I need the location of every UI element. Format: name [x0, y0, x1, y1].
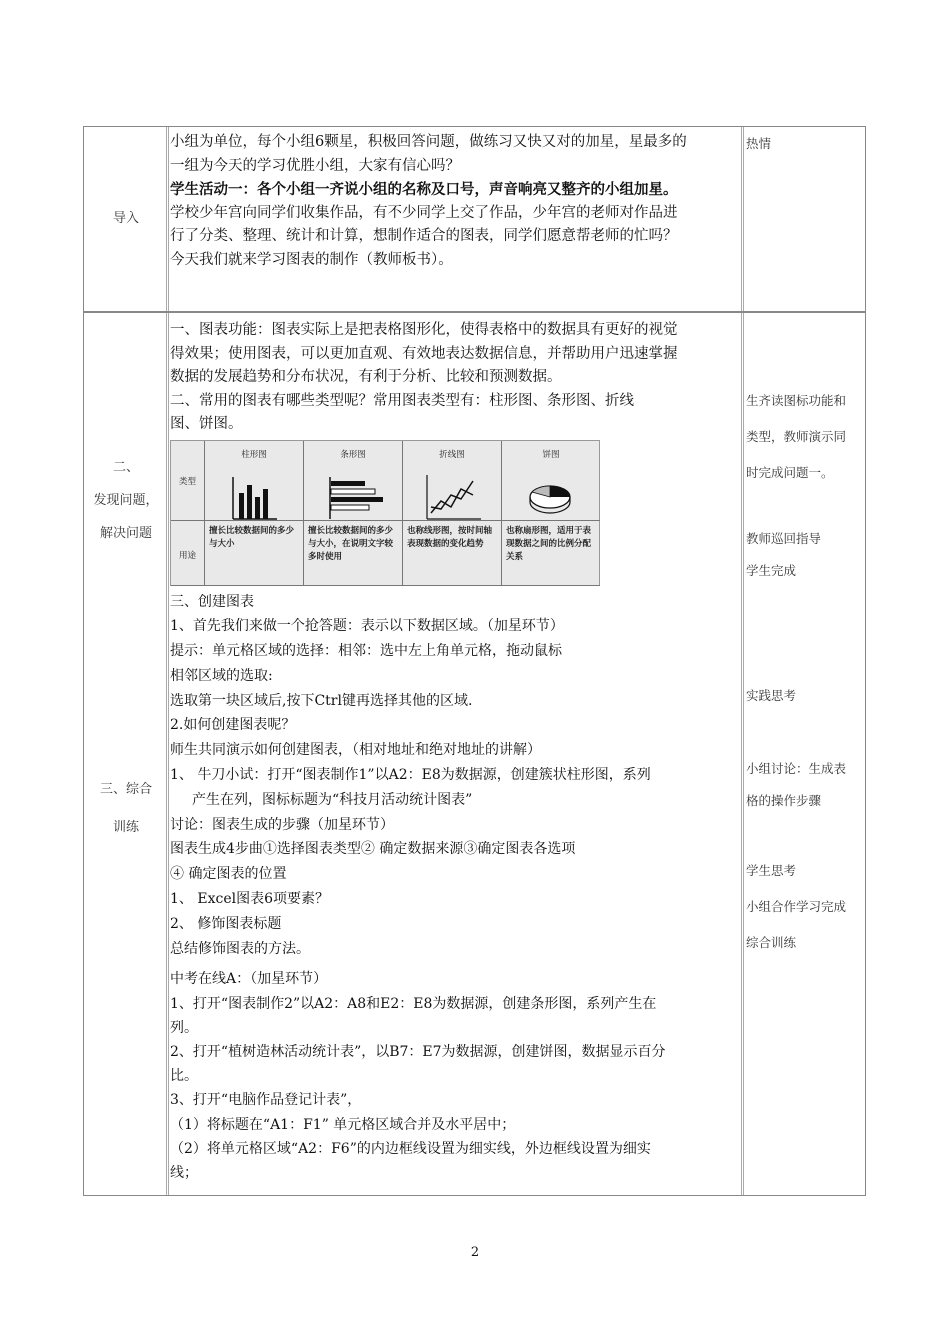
teacher-notes-a — [746, 383, 866, 491]
student-activity-line: 学生活动一：各个小组一齐说小组的名称及口号，声音响亮又整齐的小组加星。 — [170, 181, 678, 198]
text-line: 二、常用的图表有哪些类型呢？常用图表类型有：柱形图、条形图、折线 — [170, 392, 634, 409]
header-pie-chart: 饼图 — [542, 449, 560, 460]
use-label: 用途 — [178, 550, 196, 561]
column-divider — [166, 313, 169, 1195]
stage-label-training — [84, 771, 168, 847]
header-bar-chart: 条形图 — [340, 449, 366, 460]
text-line: 1、 牛刀小试：打开“图表制作1”以A2：E8为数据源，创建簇状柱形图，系列 — [170, 767, 651, 784]
text-line: 一组为今天的学习优胜小组，大家有信心吗？ — [170, 157, 460, 174]
line-chart-cell — [403, 441, 502, 521]
note-line: 格的操作步骤 — [746, 793, 822, 808]
pie-chart-icon — [502, 467, 599, 527]
text-line: 2、打开“植树造林活动统计表”，以B7：E7为数据源，创建饼图，数据显示百分 — [170, 1044, 666, 1061]
note-line: 时完成问题一。 — [746, 465, 834, 480]
create-chart-section — [170, 590, 744, 962]
text-line: 列。 — [170, 1019, 198, 1036]
type-label: 类型 — [178, 476, 196, 487]
page-number: 2 — [470, 1245, 480, 1260]
text-line: 2.如何创建图表呢？ — [170, 717, 296, 734]
teacher-notes-d — [746, 753, 866, 817]
text-line: 1、 Excel图表6项要素？ — [170, 891, 329, 908]
text-line: 线； — [170, 1165, 198, 1182]
note-line: 教师巡回指导 — [746, 531, 822, 546]
note-line: 生齐读图标功能和 — [746, 393, 847, 408]
text-line: 图表生成4步曲①选择图表类型② 确定数据来源③确定图表各选项 — [170, 841, 576, 858]
lesson-table-row-main — [83, 312, 866, 1196]
header-line-chart: 折线图 — [439, 449, 465, 460]
bar-chart-cell — [304, 441, 403, 521]
bar-chart-icon — [304, 467, 401, 527]
teacher-notes-e — [746, 853, 866, 961]
label-line: 二、 — [112, 460, 139, 475]
text-line: 师生共同演示如何创建图表，（相对地址和绝对地址的讲解） — [170, 742, 541, 759]
text-line: 1、首先我们来做一个抢答题：表示以下数据区域。（加星环节） — [170, 618, 564, 635]
intro-note: 热情 — [746, 136, 772, 151]
pie-chart-cell — [502, 441, 600, 521]
text-line: （2）将单元格区域“A2：F6”的内边框线设置为细实线，外边框线设置为细实 — [170, 1140, 651, 1157]
chart-types-table-image — [170, 440, 600, 586]
label-line: 三、综合 — [99, 782, 152, 797]
label-line: 解决问题 — [99, 526, 152, 541]
use-column-chart: 擅长比较数据间的多少与大小 — [205, 521, 304, 586]
text-line: （1）将标题在“A1：F1” 单元格区域合并及水平居中； — [170, 1116, 516, 1133]
text-line: 学校少年宫向同学们收集作品，有不少同学上交了作品，少年宫的老师对作品进 — [170, 204, 678, 221]
text-line: ④ 确定图表的位置 — [170, 866, 287, 883]
type-label-cell — [171, 441, 205, 521]
note-line: 小组合作学习完成 — [746, 899, 847, 914]
text-line: 得效果；使用图表，可以更加直观、有效地表达数据信息，并帮助用户迅速掌握 — [170, 345, 678, 362]
text-line: 1、打开“图表制作2”以A2：A8和E2：E8为数据源，创建条形图，系列产生在 — [170, 995, 657, 1012]
text-line: 行了分类、整理、统计和计算，想制作适合的图表，同学们愿意帮老师的忙吗？ — [170, 228, 678, 244]
exam-online-section — [170, 967, 744, 1185]
text-line: 数据的发展趋势和分布状况，有利于分析、比较和预测数据。 — [170, 369, 562, 385]
use-line-chart: 也称线形图，按时间轴表现数据的变化趋势 — [403, 521, 502, 586]
column-chart-icon — [205, 467, 302, 527]
main-content — [170, 319, 744, 1185]
text-line: 产生在列，图标标题为“科技月活动统计图表” — [192, 791, 473, 808]
text-line: 讨论：图表生成的步骤（加星环节） — [170, 816, 394, 833]
label-line: 训练 — [112, 820, 139, 835]
note-line: 学生完成 — [746, 563, 797, 578]
label-line: 发现问题， — [93, 493, 159, 508]
stage-label-intro: 导入 — [112, 211, 139, 226]
text-line: 今天我们就来学习图表的制作（教师板书）。 — [170, 251, 453, 268]
note-line: 学生思考 — [746, 863, 797, 878]
text-line: 3、打开“电脑作品登记计表”， — [170, 1092, 362, 1109]
teacher-notes-c: 实践思考 — [746, 688, 797, 703]
text-line: 相邻区域的选取: — [170, 667, 273, 684]
teacher-notes-b — [746, 523, 866, 587]
text-line: 小组为单位，每个小组6颗星，积极回答问题，做练习又快又对的加星，星最多的 — [170, 134, 687, 150]
text-line: 比。 — [170, 1068, 198, 1085]
stage-label-problems — [84, 451, 168, 550]
text-line: 总结修饰图表的方法。 — [170, 940, 310, 957]
text-line: 中考在线A：（加星环节） — [170, 971, 328, 988]
text-line: 一、图表功能：图表实际上是把表格图形化，使得表格中的数据具有更好的视觉 — [170, 322, 678, 338]
intro-content — [170, 131, 744, 272]
column-chart-cell — [205, 441, 304, 521]
text-line: 提示：单元格区域的选择：相邻：选中左上角单元格，拖动鼠标 — [170, 643, 562, 660]
text-line: 选取第一块区域后,按下Ctrl键再选择其他的区域. — [170, 692, 473, 709]
text-line: 图、饼图。 — [170, 416, 243, 432]
note-line: 小组讨论：生成表 — [746, 761, 847, 776]
line-chart-icon — [403, 467, 500, 527]
lesson-table-row-intro — [83, 126, 866, 312]
text-line: 三、创建图表 — [170, 593, 254, 610]
header-column-chart: 柱形图 — [241, 449, 267, 460]
use-label-cell — [171, 521, 205, 586]
text-line: 2、 修饰图表标题 — [170, 915, 282, 932]
note-line: 类型，教师演示同 — [746, 429, 847, 444]
note-line: 综合训练 — [746, 935, 797, 950]
use-pie-chart: 也称扇形图，适用于表现数据之间的比例分配关系 — [502, 521, 600, 586]
use-bar-chart: 擅长比较数据间的多少与大小，在说明文字较多时使用 — [304, 521, 403, 586]
